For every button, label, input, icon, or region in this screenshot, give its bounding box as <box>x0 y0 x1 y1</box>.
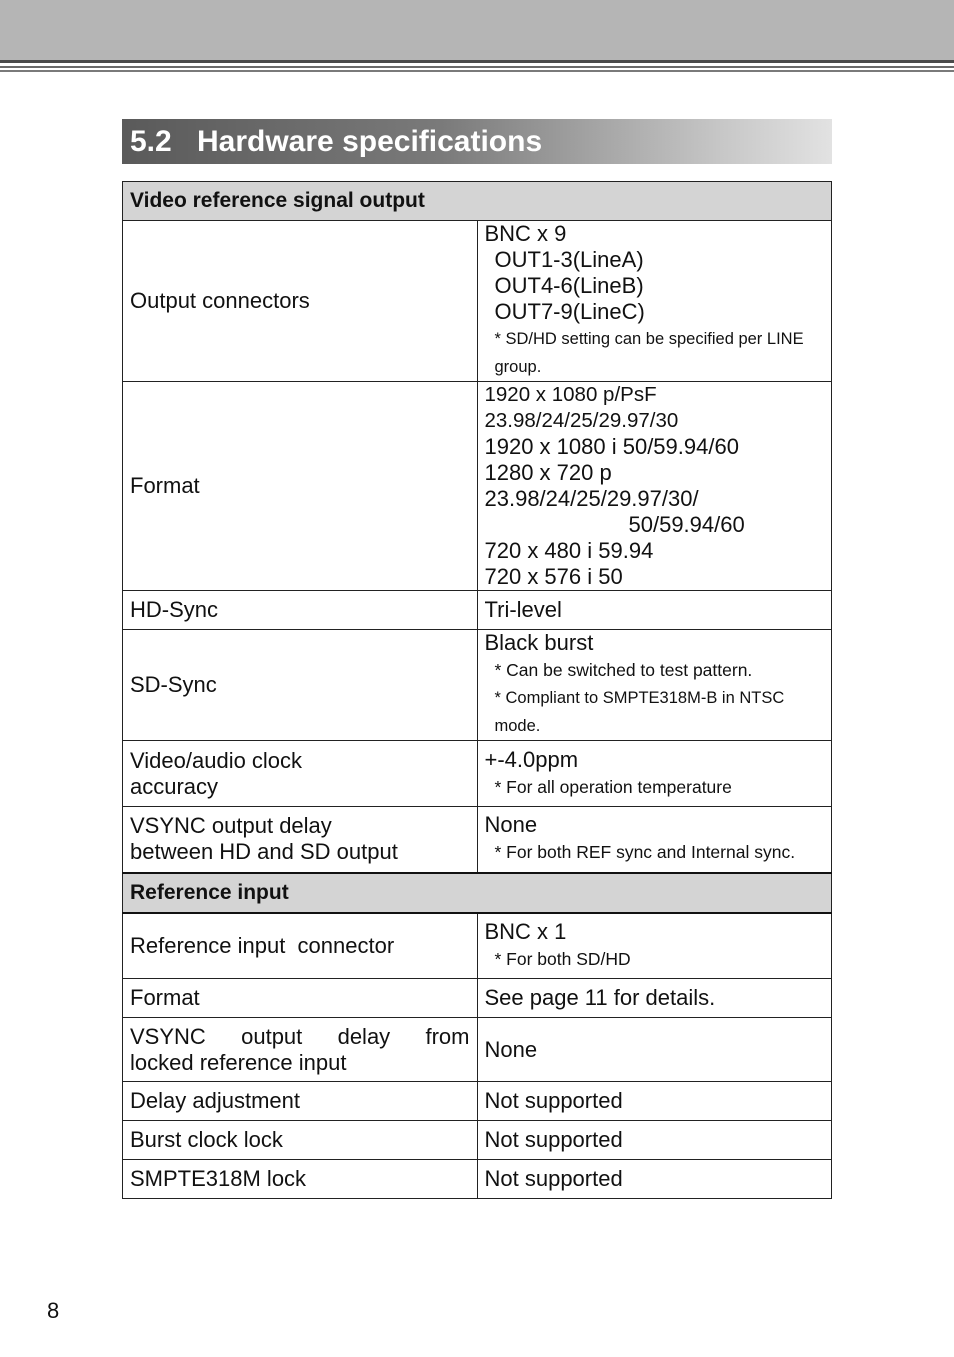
table-row <box>123 591 832 630</box>
value-note: * For both REF sync and Internal sync. <box>494 842 796 863</box>
table-row <box>123 979 832 1018</box>
spec-value <box>477 913 832 979</box>
spec-table <box>122 181 832 1199</box>
spec-label <box>123 741 478 807</box>
value-line: OUT4-6(LineB) <box>494 273 644 298</box>
page-number: 8 <box>47 1298 60 1323</box>
value-note: * Can be switched to test pattern. <box>494 660 753 680</box>
value-line: OUT1-3(LineA) <box>494 247 644 272</box>
label-line: Video/audio clock <box>130 747 303 773</box>
label-line: VSYNC output delay from <box>130 1023 470 1049</box>
spec-label: HD-Sync <box>123 591 478 630</box>
value-line: 720 x 576 i 50 <box>484 564 623 589</box>
section-heading <box>122 119 832 164</box>
table-row <box>123 1082 832 1121</box>
spec-value: Not supported <box>477 1160 832 1199</box>
spec-label: SMPTE318M lock <box>123 1160 478 1199</box>
value-note: * For all operation temperature <box>494 776 732 797</box>
spec-value: Tri-level <box>477 591 832 630</box>
value-main: None <box>484 812 538 838</box>
spec-label: Reference input connector <box>123 913 478 979</box>
group-title: Video reference signal output <box>123 182 832 221</box>
label-line: VSYNC output delay <box>130 813 332 839</box>
table-row <box>123 741 832 807</box>
value-main: BNC x 1 <box>484 918 567 944</box>
group-title: Reference input <box>123 873 832 913</box>
spec-label: SD-Sync <box>123 630 478 741</box>
spec-label: Format <box>123 979 478 1018</box>
spec-label <box>123 807 478 873</box>
header-rule <box>0 66 954 68</box>
spec-label <box>123 1018 478 1082</box>
spec-value <box>477 382 832 591</box>
spec-label: Format <box>123 382 478 591</box>
value-main: BNC x 9 <box>484 221 567 246</box>
group-header-video-output <box>123 182 832 221</box>
spec-value: Not supported <box>477 1121 832 1160</box>
table-row <box>123 1160 832 1199</box>
value-note: * SD/HD setting can be specified per LINE group. <box>494 330 804 376</box>
value-main: +-4.0ppm <box>484 746 579 772</box>
spec-value <box>477 630 832 741</box>
value-note: * Compliant to SMPTE318M-B in NTSC mode. <box>494 689 785 735</box>
value-main: Black burst <box>484 630 594 655</box>
table-row <box>123 221 832 382</box>
section-number: 5.2 <box>130 125 172 158</box>
value-note: * For both SD/HD <box>494 948 631 969</box>
spec-value: None <box>477 1018 832 1082</box>
label-line: accuracy <box>130 773 219 799</box>
spec-label: Delay adjustment <box>123 1082 478 1121</box>
spec-value <box>477 807 832 873</box>
value-line: OUT7-9(LineC) <box>494 299 645 324</box>
value-line: 720 x 480 i 59.94 <box>484 538 654 563</box>
spec-value <box>477 221 832 382</box>
table-row <box>123 630 832 741</box>
table-row <box>123 1121 832 1160</box>
spec-value: Not supported <box>477 1082 832 1121</box>
label-line: between HD and SD output <box>130 839 398 865</box>
table-row <box>123 1018 832 1082</box>
header-rule <box>0 70 954 72</box>
spec-label: Output connectors <box>123 221 478 382</box>
value-line: 1920 x 1080 p/PsF 23.98/24/25/29.97/30 <box>484 383 679 432</box>
table-row <box>123 807 832 873</box>
table-row <box>123 913 832 979</box>
header-rule <box>0 60 954 63</box>
value-line: 1920 x 1080 i 50/59.94/60 <box>484 434 739 459</box>
value-line: 1280 x 720 p 23.98/24/25/29.97/30/ <box>484 460 699 511</box>
value-line: 50/59.94/60 <box>628 512 745 537</box>
spec-value: See page 11 for details. <box>477 979 832 1018</box>
spec-label: Burst clock lock <box>123 1121 478 1160</box>
section-title: Hardware specifications <box>197 125 543 158</box>
spec-value <box>477 741 832 807</box>
header-band <box>0 0 954 60</box>
table-row <box>123 382 832 591</box>
group-header-reference-input <box>123 873 832 913</box>
label-line: locked reference input <box>130 1049 347 1075</box>
